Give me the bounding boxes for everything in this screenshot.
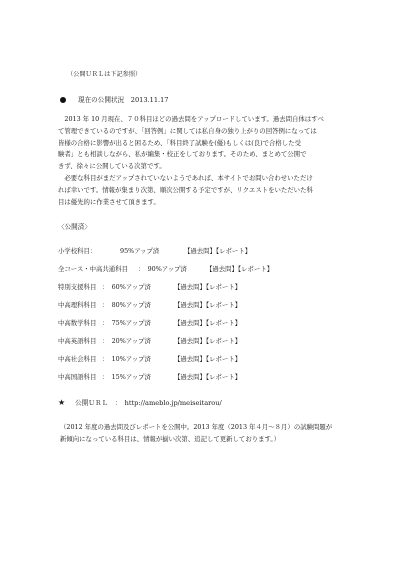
subject-row: [58, 336, 241, 345]
subject-tags: 【過去問】【レポート】: [174, 337, 242, 345]
subject-tags: 【過去問】【レポート】: [174, 283, 242, 291]
footer-line: 新傾向になっている科目は、情報が揃い次第、追記して更新しております。）: [60, 435, 280, 443]
subject-name: 中高社会科目: [58, 355, 97, 363]
request-line: 目は優先的に作業させて頂きます。: [58, 197, 160, 206]
subject-row: [58, 354, 241, 363]
subject-name: 小学校科目：: [58, 247, 97, 255]
subject-progress: ： 60%アップ済: [102, 283, 151, 291]
bullet-icon: [60, 97, 66, 103]
status-date: 2013.11.17: [130, 96, 169, 104]
footer-line: （2012 年度の過去問及びレポートを公開中。2013 年度（2013 年４月～８月）の試験問題が: [60, 423, 333, 431]
request-paragraph: [58, 173, 358, 208]
intro-line: て管理できているのですが、「回答例」に関しては私自身の独り上がりの回答例になっては: [58, 126, 317, 135]
intro-line: 皆様の合格に影響が出ると困るため、「科目終了試験を(優)もしくは(良)で合格した受: [58, 138, 301, 147]
status-line: [60, 96, 169, 104]
subject-row: [58, 264, 273, 273]
subject-progress: ： 75%アップ済: [102, 319, 151, 327]
subject-name: 全コース・中高共通科目: [58, 265, 128, 273]
subject-name: 中高理科科目: [58, 301, 97, 309]
subject-tags: 【過去問】【レポート】: [184, 247, 252, 255]
request-line: 必要な科目がまだアップされていないようであれば、本サイトでお問い合わせいただけ: [58, 174, 313, 182]
subject-name: 中高英語科目: [58, 337, 97, 345]
intro-line: 験者」とも相談しながら、私が編集・校正をしております。そのため、まとめて公開で: [58, 150, 307, 159]
status-label: 現在の公開状況: [78, 96, 125, 104]
subject-progress: ： 90%アップ済: [138, 265, 187, 273]
url-label: 公開ＵＲＬ ：: [75, 399, 119, 407]
subject-progress: ： 80%アップ済: [102, 301, 151, 309]
subject-progress: 95%アップ済: [120, 247, 160, 255]
footer-note: [60, 421, 360, 445]
subject-tags: 【過去問】【レポート】: [174, 319, 242, 327]
subject-progress: ： 20%アップ済: [102, 337, 151, 345]
intro-line: きず、徐々に公開している次第です。: [58, 162, 166, 171]
subject-row: [58, 300, 241, 309]
request-line: れば幸いです。情報が集まり次第、順次公開する予定ですが、リクエストをいただいた科: [58, 185, 313, 194]
subject-name: 特別支援科目: [58, 283, 97, 291]
intro-paragraph: [58, 114, 358, 173]
subject-row: [58, 282, 241, 291]
published-heading: 〈公開済〉: [58, 223, 91, 231]
subject-row: [58, 372, 241, 381]
subject-tags: 【過去問】【レポート】: [174, 373, 242, 381]
subject-tags: 【過去問】【レポート】: [174, 355, 242, 363]
subject-progress: ： 15%アップ済: [102, 373, 151, 381]
subject-row: [58, 246, 251, 255]
header-note: （公開ＵＲＬは下記参照）: [67, 71, 142, 78]
subject-tags: 【過去問】【レポート】: [206, 265, 274, 273]
subject-progress: ： 10%アップ済: [102, 355, 151, 363]
subject-name: 中高数学科目: [58, 319, 97, 327]
public-url-link[interactable]: http://ameblo.jp/meiseitarou/: [124, 399, 222, 407]
subject-tags: 【過去問】【レポート】: [174, 301, 242, 309]
star-icon: ★: [58, 398, 66, 407]
subject-name: 中高国語科目: [58, 373, 97, 381]
url-line: [58, 399, 222, 407]
subject-row: [58, 318, 241, 327]
intro-line: 2013 年 10 月現在、７０科目ほどの過去問をアップロードしています。過去問自体はすべ: [58, 115, 324, 123]
